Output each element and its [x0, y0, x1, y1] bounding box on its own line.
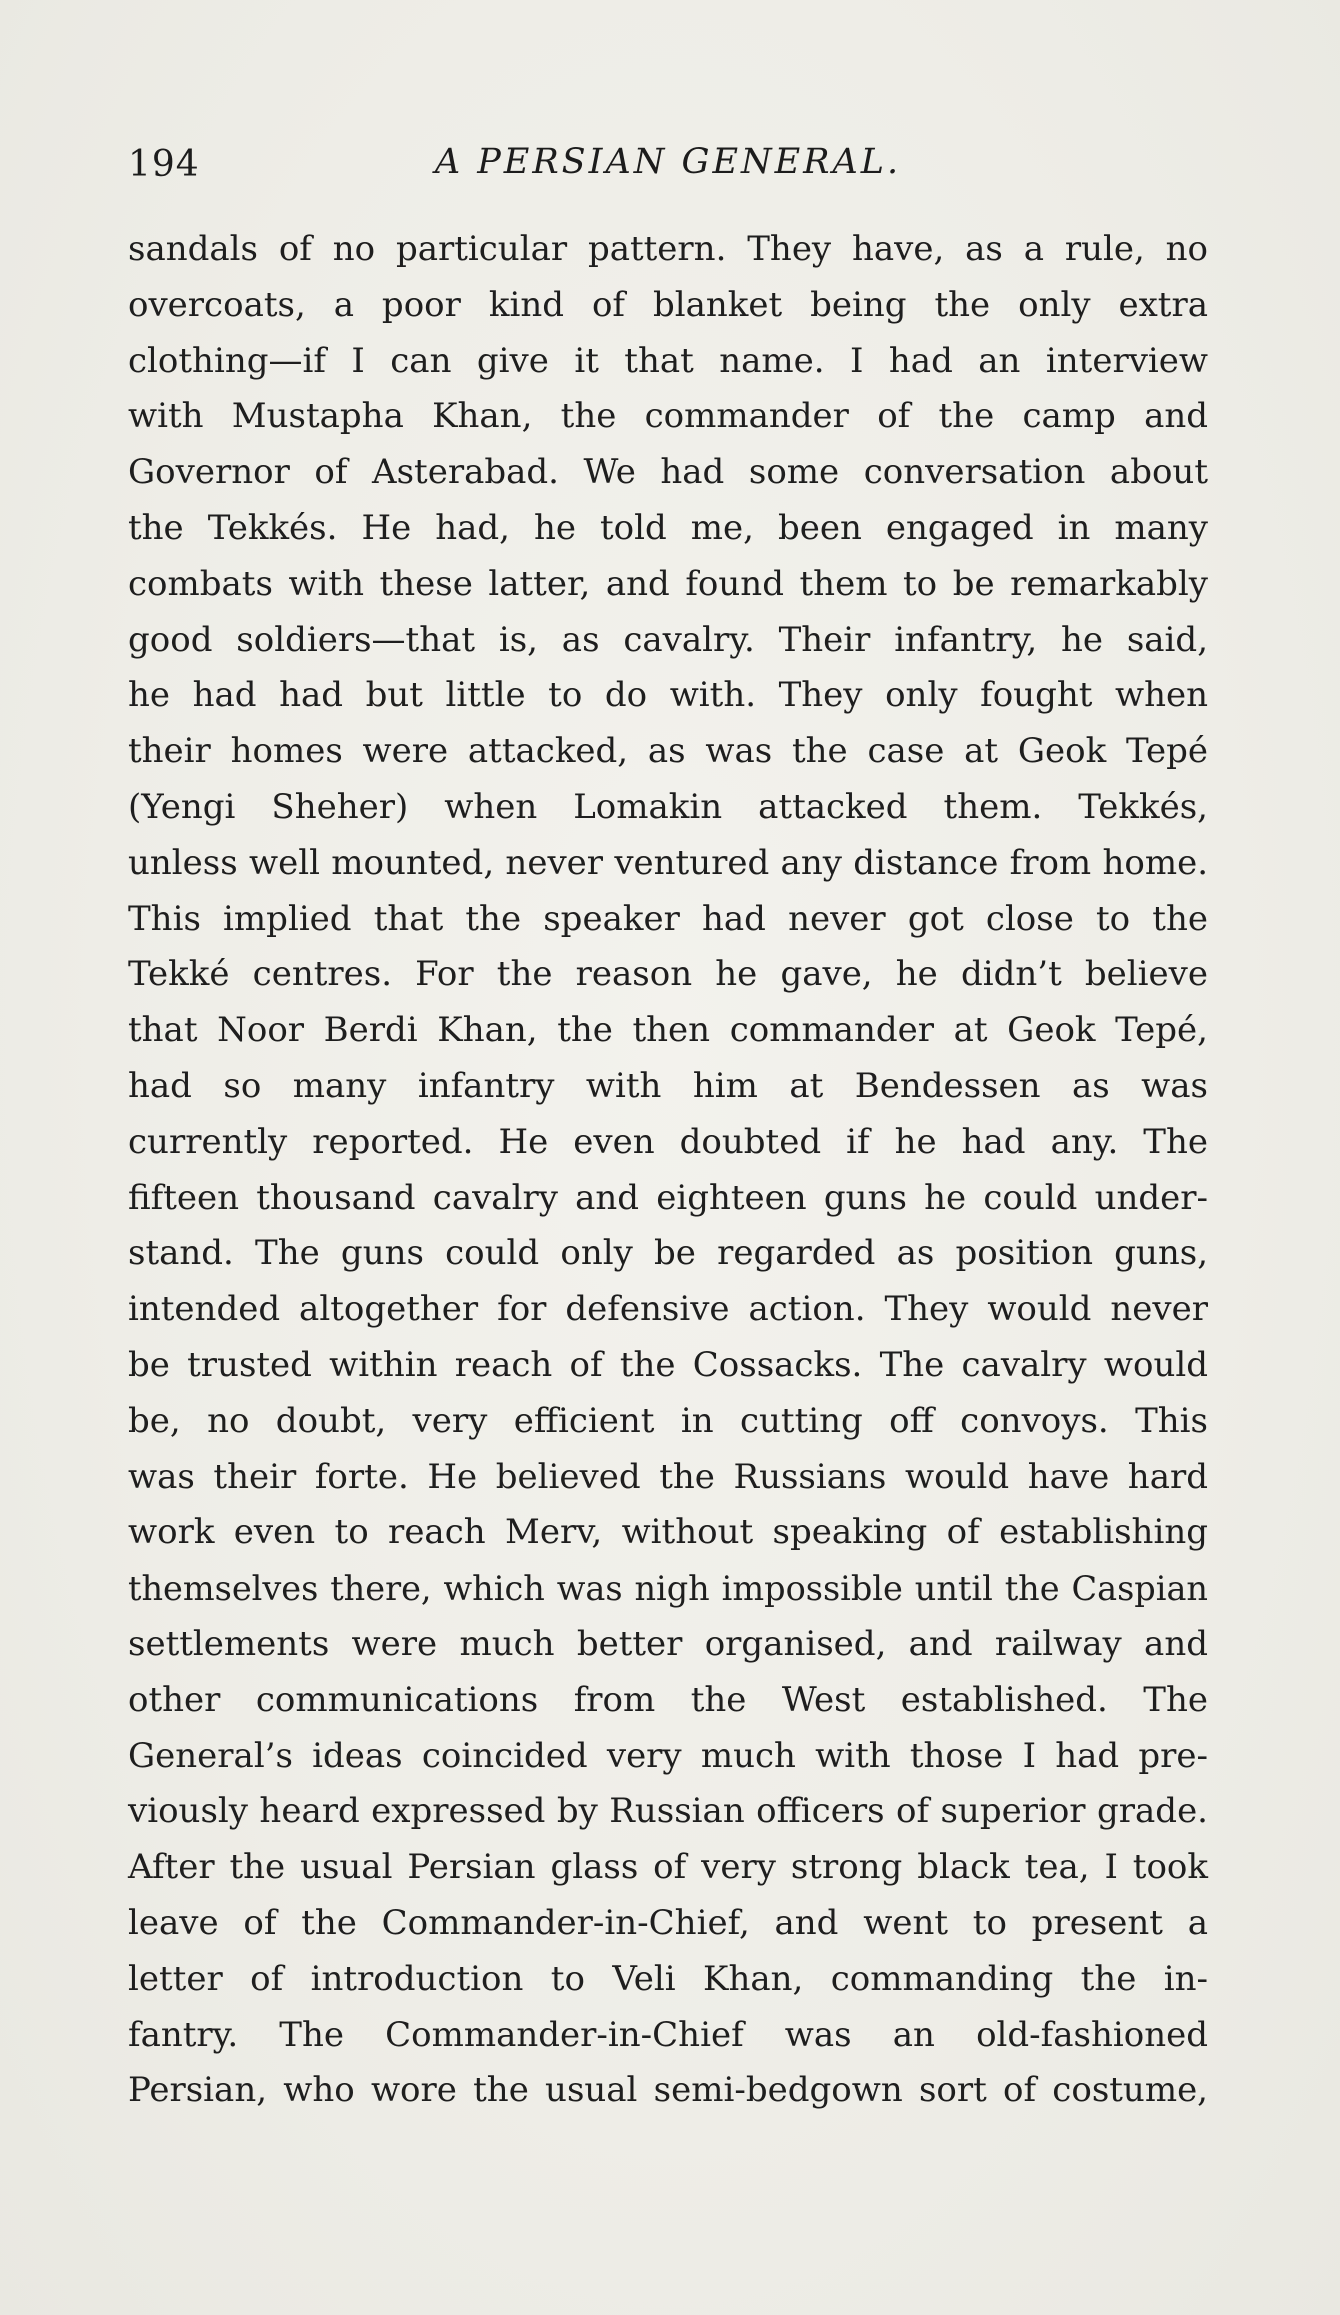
text-line: intended altogether for defensive action. They would never [128, 1289, 1208, 1330]
text-line: Tekké centres. For the reason he gave, he didn’t believe [128, 954, 1208, 995]
text-line: This implied that the speaker had never got close to the [128, 898, 1208, 939]
text-line: Governor of Asterabad. We had some conversation about [128, 452, 1208, 493]
text-line: letter of introduction to Veli Khan, commanding the in- [128, 1958, 1208, 1999]
text-line: be, no doubt, very efficient in cutting off convoys. This [128, 1400, 1208, 1441]
text-line: had so many infantry with him at Bendessen as was [128, 1065, 1208, 1106]
text-line: with Mustapha Khan, the commander of the camp and [128, 396, 1208, 437]
text-line: he had had but little to do with. They only fought when [128, 675, 1208, 716]
text-line: sandals of no particular pattern. They have, as a rule, no [128, 229, 1208, 269]
text-line: was their forte. He believed the Russians would have hard [128, 1456, 1208, 1497]
text-line: their homes were attacked, as was the case at Geok Tepé [128, 731, 1208, 772]
body-text [128, 222, 1208, 2119]
text-line: General’s ideas coincided very much with those I had pre- [128, 1735, 1208, 1776]
text-line: work even to reach Merv, without speaking of establishing [128, 1512, 1208, 1553]
text-line: leave of the Commander-in-Chief, and went to present a [128, 1902, 1208, 1943]
text-line: (Yengi Sheher) when Lomakin attacked them. Tekkés, [128, 786, 1208, 827]
text-line: unless well mounted, never ventured any distance from home. [128, 842, 1208, 883]
text-line: stand. The guns could only be regarded as position guns, [128, 1233, 1208, 1274]
page-number: 194 [128, 144, 200, 185]
text-line: the Tekkés. He had, he told me, been engaged in many [128, 507, 1208, 548]
running-head: A PERSIAN GENERAL. [434, 142, 902, 182]
text-line: currently reported. He even doubted if he had any. The [128, 1121, 1208, 1162]
text-line: settlements were much better organised, and railway and [128, 1623, 1208, 1664]
text-line: Persian, who wore the usual semi-bedgown sort of costume, [128, 2070, 1208, 2111]
text-line: be trusted within reach of the Cossacks. The cavalry would [128, 1344, 1208, 1385]
text-line: viously heard expressed by Russian officers of superior grade. [128, 1791, 1208, 1832]
text-line: themselves there, which was nigh impossible until the Caspian [128, 1569, 1208, 1609]
text-line: that Noor Berdi Khan, the then commander at Geok Tepé, [128, 1010, 1208, 1051]
text-line: clothing—if I can give it that name. I had an interview [128, 340, 1208, 381]
text-line: After the usual Persian glass of very strong black tea, I took [128, 1847, 1208, 1888]
text-line: combats with these latter, and found them to be remarkably [128, 563, 1208, 604]
text-line: good soldiers—that is, as cavalry. Their infantry, he said, [128, 619, 1208, 660]
text-line: fifteen thousand cavalry and eighteen guns he could under- [128, 1177, 1208, 1218]
text-line: fantry. The Commander-in-Chief was an old-fashioned [128, 2014, 1208, 2055]
text-line: overcoats, a poor kind of blanket being the only extra [128, 284, 1208, 325]
text-line: other communications from the West established. The [128, 1679, 1208, 1720]
page-header [128, 138, 1208, 198]
